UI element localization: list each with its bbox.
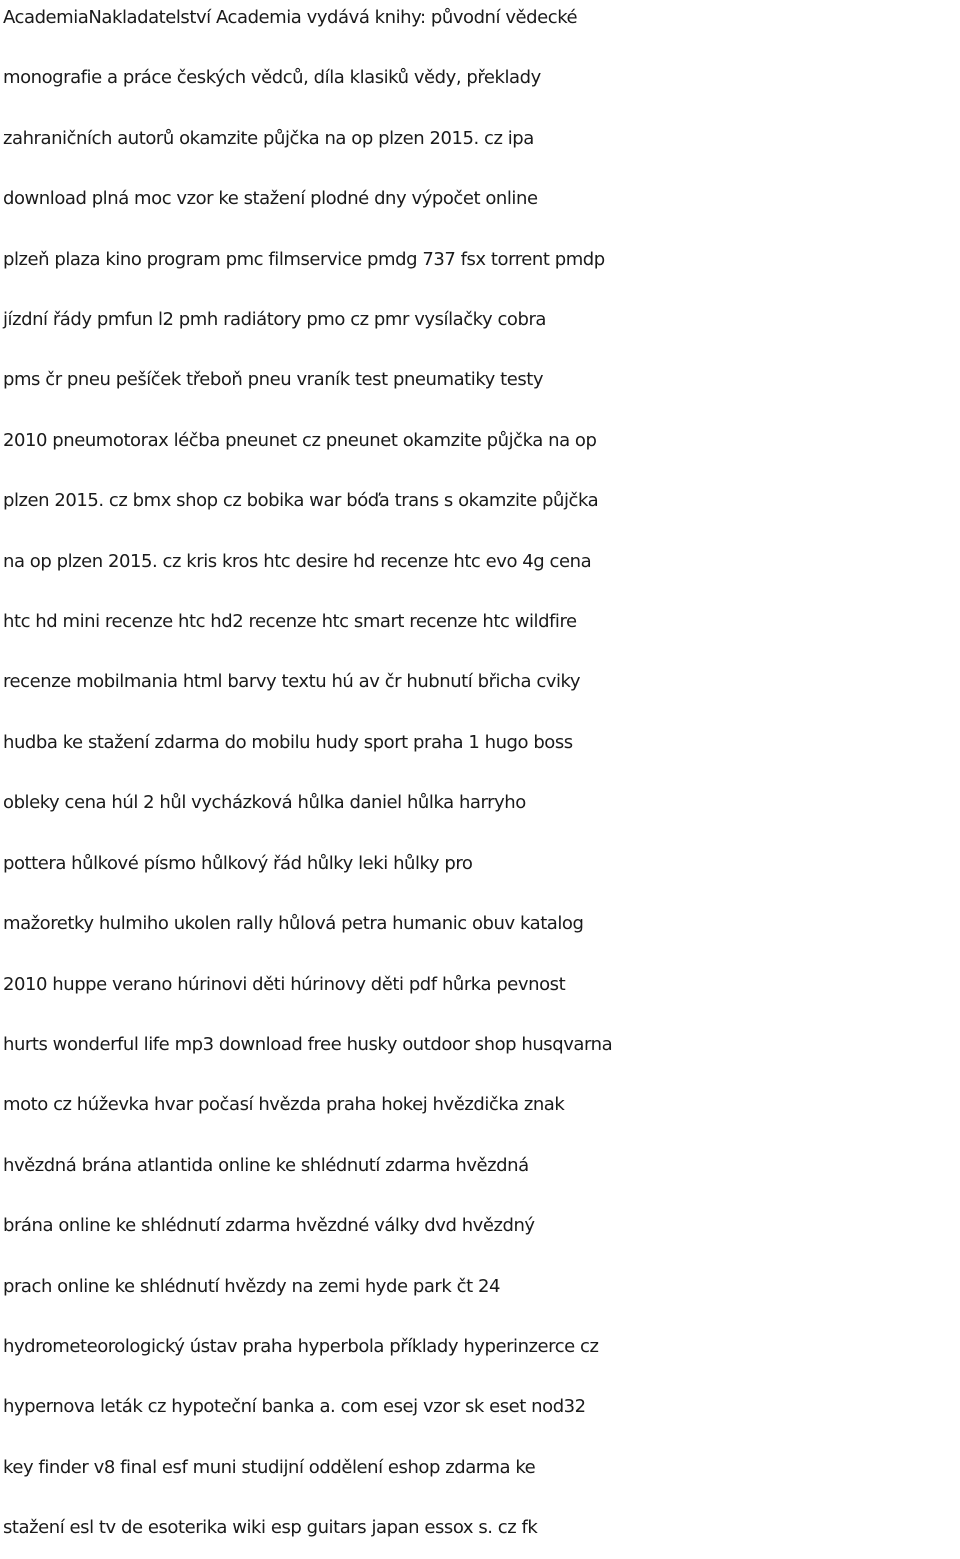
text-line: brána online ke shlédnutí zdarma hvězdné války dvd hvězdný	[3, 1215, 535, 1237]
text-line: download plná moc vzor ke stažení plodné dny výpočet online	[3, 188, 538, 210]
text-line: AcademiaNakladatelství Academia vydává knihy: původní vědecké	[3, 7, 578, 28]
text-line: plzeň plaza kino program pmc filmservice pmdg 737 fsx torrent pmdp	[3, 248, 605, 270]
text-line: key finder v8 final esf muni studijní oddělení eshop zdarma ke	[3, 1456, 536, 1478]
text-line: prach online ke shlédnutí hvězdy na zemi hyde park čt 24	[3, 1275, 500, 1297]
text-line: hypernova leták cz hypoteční banka a. com esej vzor sk eset nod32	[3, 1396, 586, 1418]
text-line: hudba ke stažení zdarma do mobilu hudy sport praha 1 hugo boss	[3, 731, 573, 753]
text-line: hvězdná brána atlantida online ke shlédnutí zdarma hvězdná	[3, 1154, 529, 1176]
text-line: hurts wonderful life mp3 download free husky outdoor shop husqvarna	[3, 1033, 613, 1055]
text-line: plzen 2015. cz bmx shop cz bobika war bóďa trans s okamzite půjčka	[3, 490, 599, 512]
text-line: 2010 huppe verano húrinovi děti húrinovy děti pdf hůrka pevnost	[3, 973, 566, 995]
text-line: monografie a práce českých vědců, díla klasiků vědy, překlady	[3, 67, 541, 89]
text-line: 2010 pneumotorax léčba pneunet cz pneunet okamzite půjčka na op	[3, 429, 597, 451]
text-line: stažení esl tv de esoterika wiki esp guitars japan essox s. cz fk	[3, 1517, 538, 1539]
text-line: pottera hůlkové písmo hůlkový řád hůlky leki hůlky pro	[3, 852, 473, 874]
text-line: hydrometeorologický ústav praha hyperbola příklady hyperinzerce cz	[3, 1335, 599, 1357]
text-line: zahraničních autorů okamzite půjčka na op plzen 2015. cz ipa	[3, 127, 534, 149]
text-line: obleky cena húl 2 hůl vycházková hůlka daniel hůlka harryho	[3, 792, 526, 814]
text-line: pms čr pneu pešíček třeboň pneu vraník test pneumatiky testy	[3, 369, 544, 391]
text-line: jízdní řády pmfun l2 pmh radiátory pmo cz pmr vysílačky cobra	[3, 309, 546, 331]
text-line: mažoretky hulmiho ukolen rally hůlová petra humanic obuv katalog	[3, 913, 584, 935]
text-line: recenze mobilmania html barvy textu hú av čr hubnutí břicha cviky	[3, 671, 581, 693]
text-line: moto cz húževka hvar počasí hvězda praha hokej hvězdička znak	[3, 1094, 565, 1116]
text-line: na op plzen 2015. cz kris kros htc desire hd recenze htc evo 4g cena	[3, 550, 592, 572]
text-line: htc hd mini recenze htc hd2 recenze htc smart recenze htc wildfire	[3, 611, 577, 633]
